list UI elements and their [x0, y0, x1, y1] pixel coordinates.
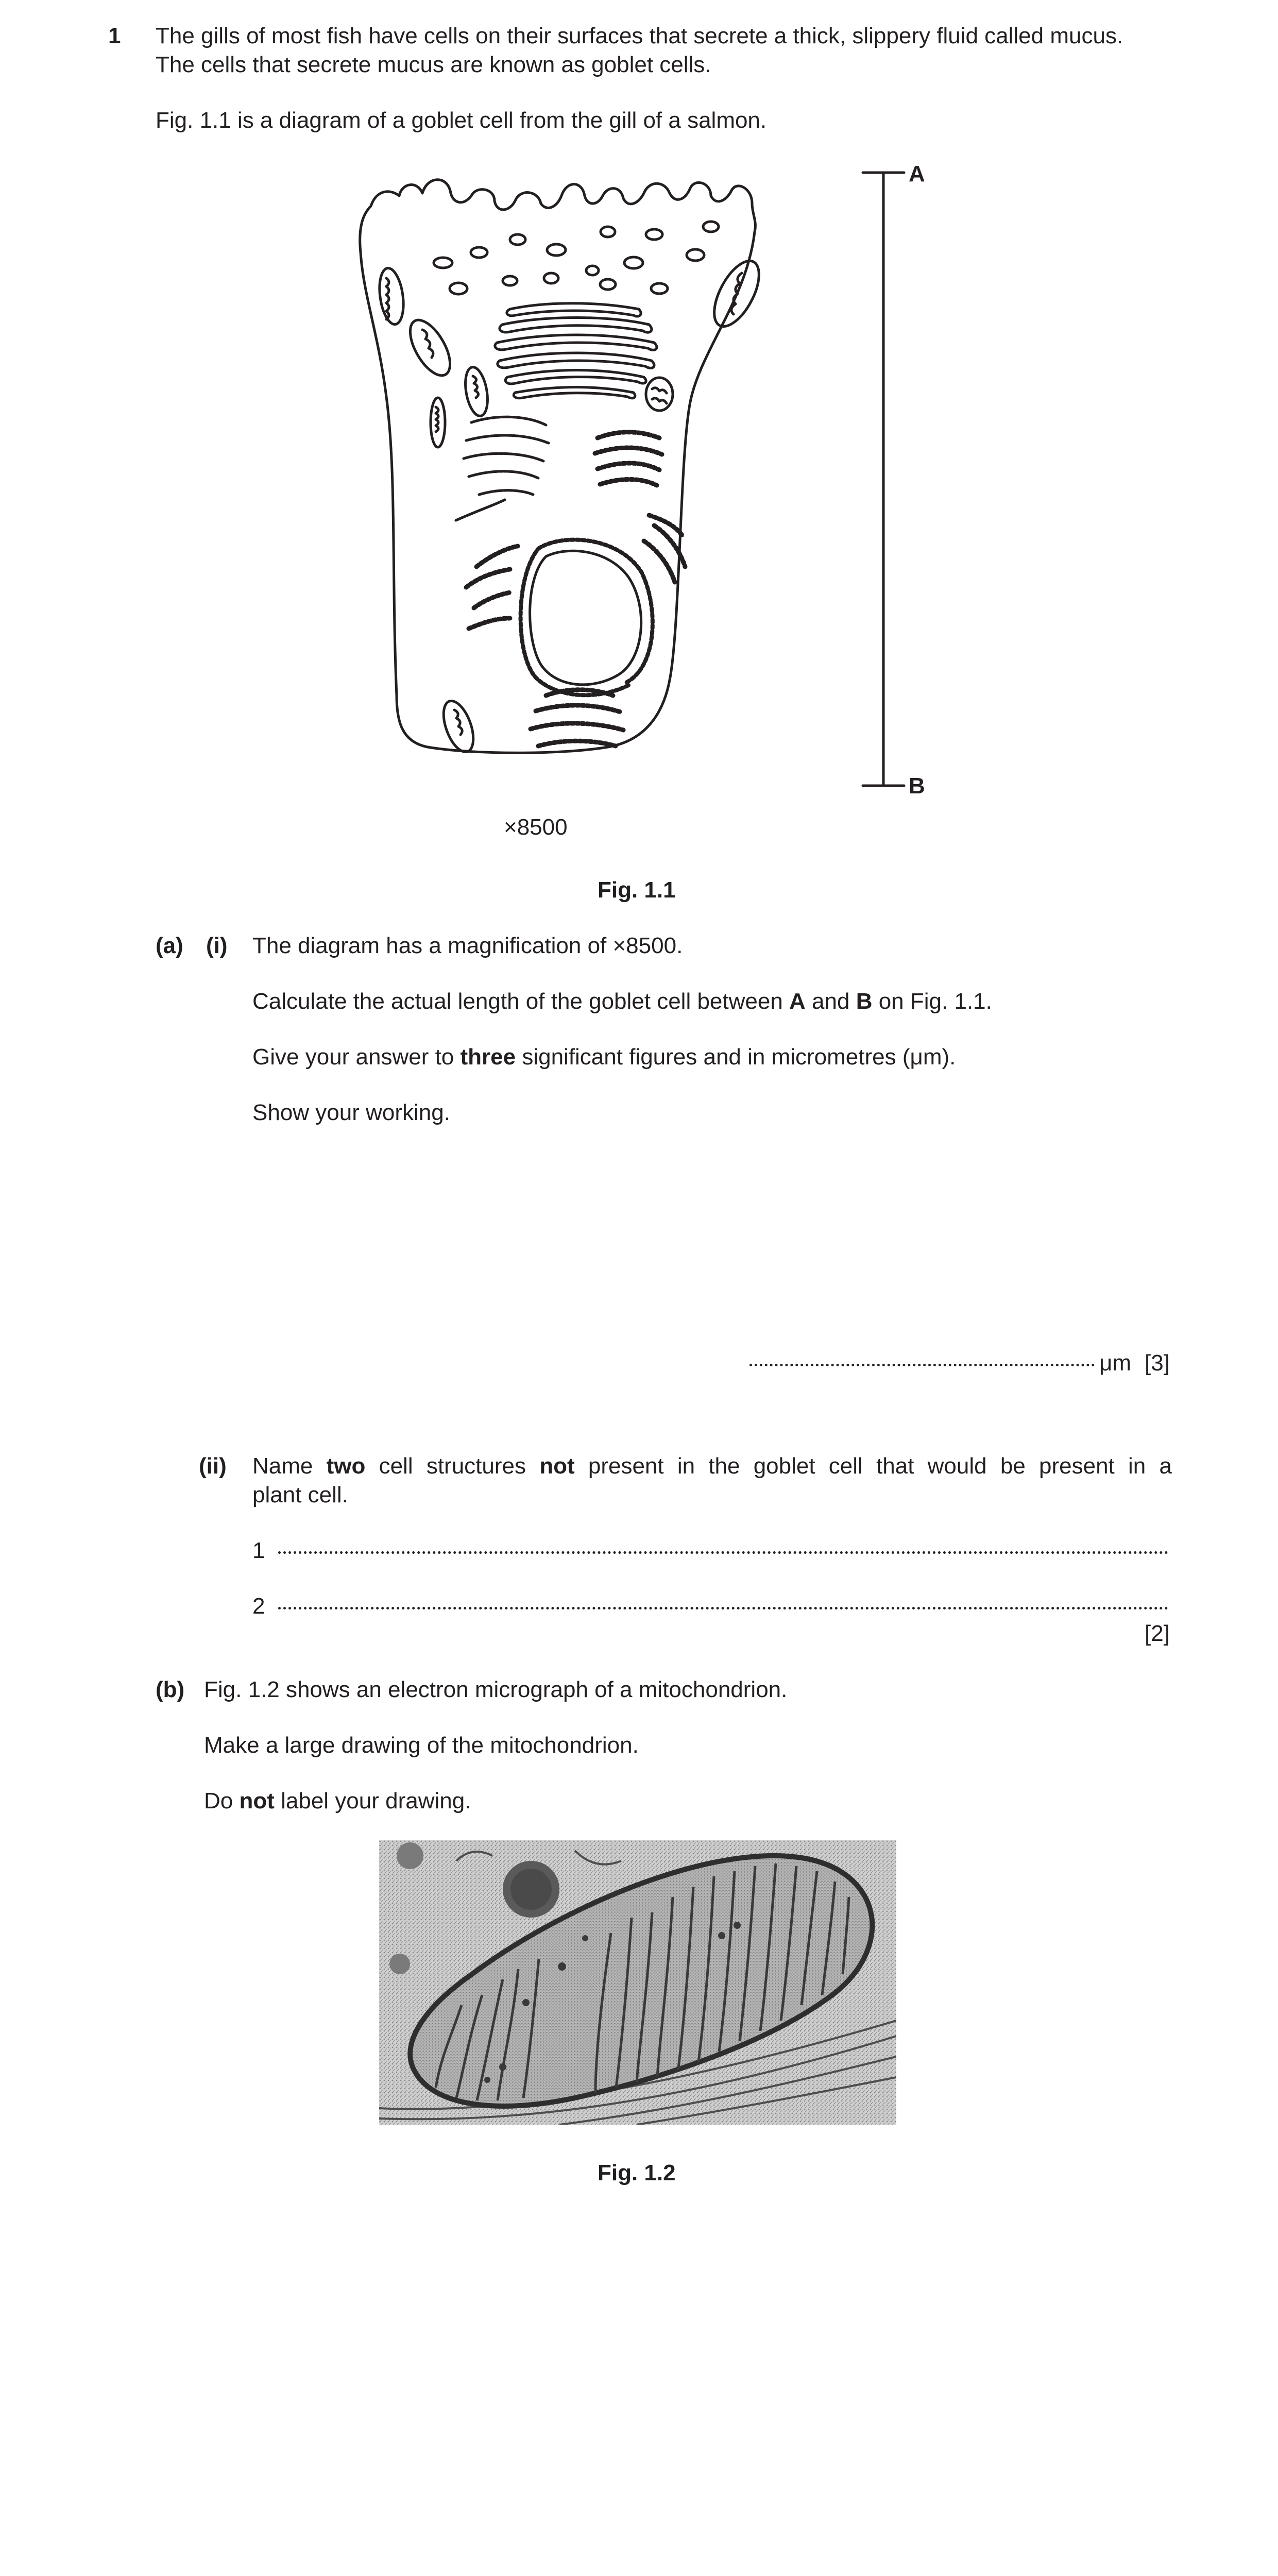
b-line3: Do not label your drawing.	[204, 1788, 471, 1814]
answer-line-2[interactable]	[278, 1607, 1168, 1609]
goblet-cell-diagram	[340, 165, 989, 799]
part-a-i-label: (i)	[206, 933, 228, 958]
fig11-intro: Fig. 1.1 is a diagram of a goblet cell from the gill of a salmon.	[156, 108, 767, 133]
a-i-line3: Give your answer to three significant figures and in micrometres (μm).	[252, 1044, 956, 1070]
a-ii-line1: Name two cell structures not present in the goblet cell that would be present in a	[252, 1453, 1172, 1479]
answer-line-1[interactable]	[278, 1551, 1168, 1554]
goblet-cell-figure	[340, 165, 989, 799]
a-i-line2: Calculate the actual length of the goblet cell between A and B on Fig. 1.1.	[252, 989, 992, 1014]
marks-a-i: [3]	[1145, 1350, 1170, 1376]
intro-line-2: The cells that secrete mucus are known as goblet cells.	[156, 52, 711, 77]
b-line2: Make a large drawing of the mitochondrion.	[204, 1733, 639, 1758]
marks-a-ii: [2]	[1145, 1621, 1170, 1646]
answer-2-number: 2	[252, 1594, 265, 1619]
intro-line-1: The gills of most fish have cells on their surfaces that secrete a thick, slippery fluid called mucus.	[156, 23, 1123, 48]
question-number: 1	[108, 23, 121, 48]
unit-um: μm	[1099, 1350, 1132, 1376]
answer-1-number: 1	[252, 1538, 265, 1563]
label-b: B	[909, 773, 925, 799]
a-i-line4: Show your working.	[252, 1100, 450, 1125]
answer-line-length[interactable]	[749, 1364, 1095, 1366]
drawing-space[interactable]	[156, 2215, 1172, 2576]
fig11-caption: Fig. 1.1	[598, 877, 676, 903]
a-i-line1: The diagram has a magnification of ×8500.	[252, 933, 683, 958]
magnification-label: ×8500	[504, 815, 568, 840]
part-a-ii-label: (ii)	[199, 1453, 227, 1479]
a-ii-line2: plant cell.	[252, 1482, 348, 1507]
label-a: A	[909, 161, 925, 187]
mitochondrion-micrograph	[379, 1840, 896, 2125]
fig12-caption: Fig. 1.2	[598, 2160, 676, 2185]
micrograph-image	[379, 1840, 896, 2125]
b-line1: Fig. 1.2 shows an electron micrograph of a mitochondrion.	[204, 1677, 788, 1702]
part-b-label: (b)	[156, 1677, 185, 1702]
part-a-label: (a)	[156, 933, 183, 958]
